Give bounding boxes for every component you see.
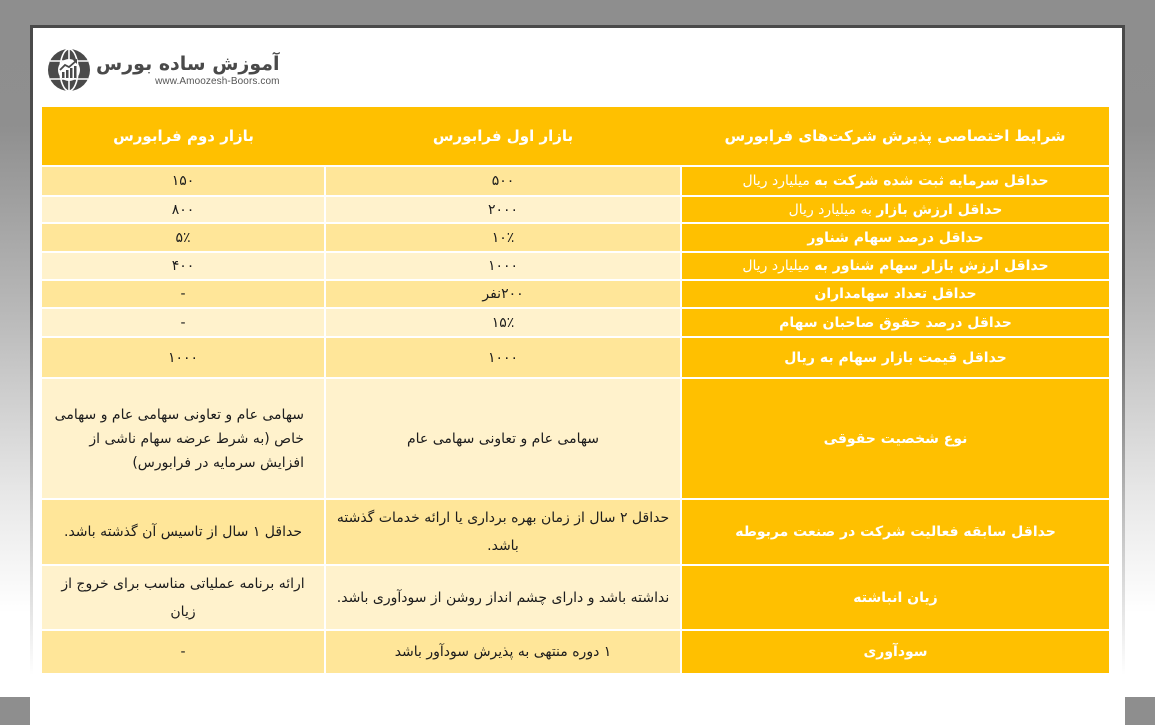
table-row bbox=[42, 196, 1109, 223]
listing-criteria-table bbox=[42, 107, 1109, 673]
table-row bbox=[42, 308, 1109, 337]
globe-chart-icon bbox=[47, 48, 91, 92]
criterion-label bbox=[681, 196, 1109, 223]
first-market-value: ۲۰۰۰ bbox=[325, 196, 681, 223]
table-row bbox=[42, 223, 1109, 252]
table-row bbox=[42, 499, 1109, 565]
label-light: میلیارد ریال bbox=[742, 173, 810, 189]
site-logo[interactable] bbox=[47, 47, 280, 93]
label-bold: حداقل ارزش بازار سهام شناور به bbox=[814, 258, 1049, 274]
table-row bbox=[42, 252, 1109, 280]
header-second-market: بازار دوم فرابورس bbox=[42, 107, 325, 166]
logo-text bbox=[96, 52, 280, 88]
table-row bbox=[42, 630, 1109, 673]
second-market-value: - bbox=[42, 630, 325, 673]
first-market-value: ۱۵٪ bbox=[325, 308, 681, 337]
second-market-value: - bbox=[42, 308, 325, 337]
second-market-value: ۱۰۰۰ bbox=[42, 337, 325, 378]
second-market-value: - bbox=[42, 280, 325, 308]
table-row bbox=[42, 565, 1109, 630]
label-bold: حداقل قیمت بازار سهام به ریال bbox=[784, 349, 1007, 366]
first-market-value: ۱ دوره منتهی به پذیرش سودآور باشد bbox=[325, 630, 681, 673]
first-market-value: نداشته باشد و دارای چشم انداز روشن از سودآوری باشد. bbox=[325, 565, 681, 630]
second-market-value: ۱۵۰ bbox=[42, 166, 325, 196]
criterion-label bbox=[681, 378, 1109, 499]
first-market-value: ۲۰۰نفر bbox=[325, 280, 681, 308]
first-market-value: ۱۰٪ bbox=[325, 223, 681, 252]
second-market-value: سهامی عام و تعاونی سهامی عام و سهامی خاص (به شرط عرضه سهام ناشی از افزایش سرمایه در فرابورس) bbox=[42, 378, 325, 499]
header-criterion: شرایط اختصاصی پذیرش شرکت‌های فرابورس bbox=[681, 107, 1109, 166]
criterion-label bbox=[681, 565, 1109, 630]
criterion-label bbox=[681, 166, 1109, 196]
first-market-value: ۱۰۰۰ bbox=[325, 252, 681, 280]
label-bold: حداقل سابقه فعالیت شرکت در صنعت مربوطه bbox=[735, 524, 1056, 540]
label-bold: نوع شخصیت حقوقی bbox=[823, 430, 968, 447]
first-market-value: سهامی عام و تعاونی سهامی عام bbox=[325, 378, 681, 499]
criterion-label bbox=[681, 337, 1109, 378]
criterion-label bbox=[681, 223, 1109, 252]
second-market-value: حداقل ۱ سال از تاسیس آن گذشته باشد. bbox=[42, 499, 325, 565]
label-bold: حداقل درصد حقوق صاحبان سهام bbox=[779, 314, 1012, 331]
first-market-value: حداقل ۲ سال از زمان بهره برداری یا ارائه خدمات گذشته باشد. bbox=[325, 499, 681, 565]
second-market-value: ۸۰۰ bbox=[42, 196, 325, 223]
header-first-market: بازار اول فرابورس bbox=[325, 107, 681, 166]
logo-title: آموزش ساده بورس bbox=[96, 53, 280, 75]
criterion-label bbox=[681, 630, 1109, 673]
table-header-row bbox=[42, 107, 1109, 166]
criterion-label bbox=[681, 280, 1109, 308]
second-market-value: ارائه برنامه عملیاتی مناسب برای خروج از زیان bbox=[42, 565, 325, 630]
label-light: به میلیارد ریال bbox=[788, 201, 872, 218]
label-light: میلیارد ریال bbox=[742, 258, 810, 274]
label-bold: حداقل سرمایه ثبت شده شرکت به bbox=[814, 173, 1049, 189]
logo-url: www.Amoozesh-Boors.com bbox=[155, 76, 280, 87]
table-row bbox=[42, 337, 1109, 378]
table-row bbox=[42, 280, 1109, 308]
first-market-value: ۵۰۰ bbox=[325, 166, 681, 196]
second-market-value: ۵٪ bbox=[42, 223, 325, 252]
label-bold: حداقل تعداد سهامداران bbox=[814, 286, 977, 302]
first-market-value: ۱۰۰۰ bbox=[325, 337, 681, 378]
label-bold: زیان انباشته bbox=[853, 589, 938, 606]
table-row bbox=[42, 166, 1109, 196]
label-bold: حداقل ارزش بازار bbox=[876, 201, 1003, 218]
label-bold: سودآوری bbox=[863, 644, 928, 660]
criterion-label bbox=[681, 252, 1109, 280]
criterion-label bbox=[681, 499, 1109, 565]
table-row bbox=[42, 378, 1109, 499]
criterion-label bbox=[681, 308, 1109, 337]
second-market-value: ۴۰۰ bbox=[42, 252, 325, 280]
label-bold: حداقل درصد سهام شناور bbox=[807, 229, 984, 246]
